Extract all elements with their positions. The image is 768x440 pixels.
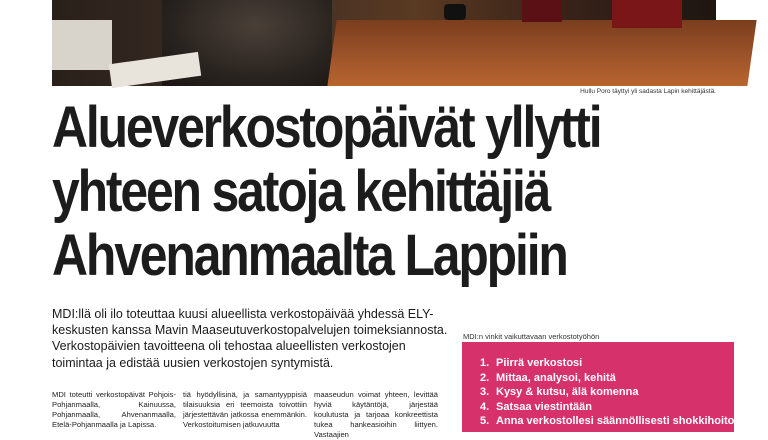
tip-item — [480, 356, 734, 371]
photo-caption: Hullu Poro täyttyi yli sadasta Lapin kehittäjästä. — [580, 88, 716, 95]
article-lead: MDI:llä oli ilo toteuttaa kuusi alueellista verkostopäivää yhdessä ELY-keskusten kanssa Mavin Maaseutuverkostopalvelujen toimeksiannosta. Verkostopäivien tavoitteena oli tehostaa alueellisten verkostojen toimintaa ja edistää uusien verkostojen syntymistä. — [52, 307, 448, 370]
tip-number: 2. — [480, 371, 490, 384]
photo-bag — [444, 4, 466, 20]
tip-text: Kysy & kutsu, älä komenna — [496, 386, 639, 398]
tip-number: 5. — [480, 415, 490, 427]
tip-text: Satsaa viestintään — [496, 400, 592, 413]
tips-list — [462, 342, 741, 429]
tips-box — [462, 342, 741, 432]
tip-item — [480, 371, 734, 386]
headline-line: yhteen satoja kehittäjiä — [52, 159, 550, 224]
body-column: tiä hyödyllisinä, ja samantyyppisiä tilaisuuksia eri teemoista toivottiin järjestettävän jatkossa enemmänkin. Verkostoitumisen jatkuvuutta — [183, 390, 307, 429]
body-column: MDI toteutti verkostopäivät Pohjois-Pohjanmaalla, Kainuussa, Pohjanmaalla, Ahvenanmaalla, Etelä-Pohjanmaalla ja Lapissa. — [52, 390, 176, 429]
tip-number: 4. — [480, 400, 490, 413]
tip-text: Mittaa, analysoi, kehitä — [496, 371, 616, 384]
headline-line: Ahvenanmaalta Lappiin — [52, 223, 567, 288]
body-column: maaseudun voimat yhteen, levittää hyviä käytäntöjä, järjestää koulutusta ja tarjoaa konkreettista tukea hankeasioihin liittyen. Vastaajien — [314, 390, 438, 439]
article-body — [52, 390, 452, 439]
headline-line: Alueverkostopäivät yllytti — [52, 95, 601, 160]
photo-chair — [612, 0, 682, 28]
tip-item — [480, 414, 741, 429]
tips-box-label: MDI:n vinkit vaikuttavaan verkostotyöhön — [463, 332, 600, 341]
photo-chair — [522, 0, 562, 22]
photo-laptop — [52, 20, 112, 70]
article-headline — [52, 96, 628, 288]
photo-floor — [327, 20, 756, 86]
tip-item — [480, 400, 734, 415]
article-photo — [52, 0, 716, 86]
tip-text: Piirrä verkostosi — [496, 357, 583, 369]
tip-item — [480, 385, 734, 400]
tip-number: 1. — [480, 357, 490, 369]
tip-number: 3. — [480, 386, 490, 398]
tip-text: Anna verkostollesi säännöllisesti shokkihoitoa — [496, 415, 741, 427]
